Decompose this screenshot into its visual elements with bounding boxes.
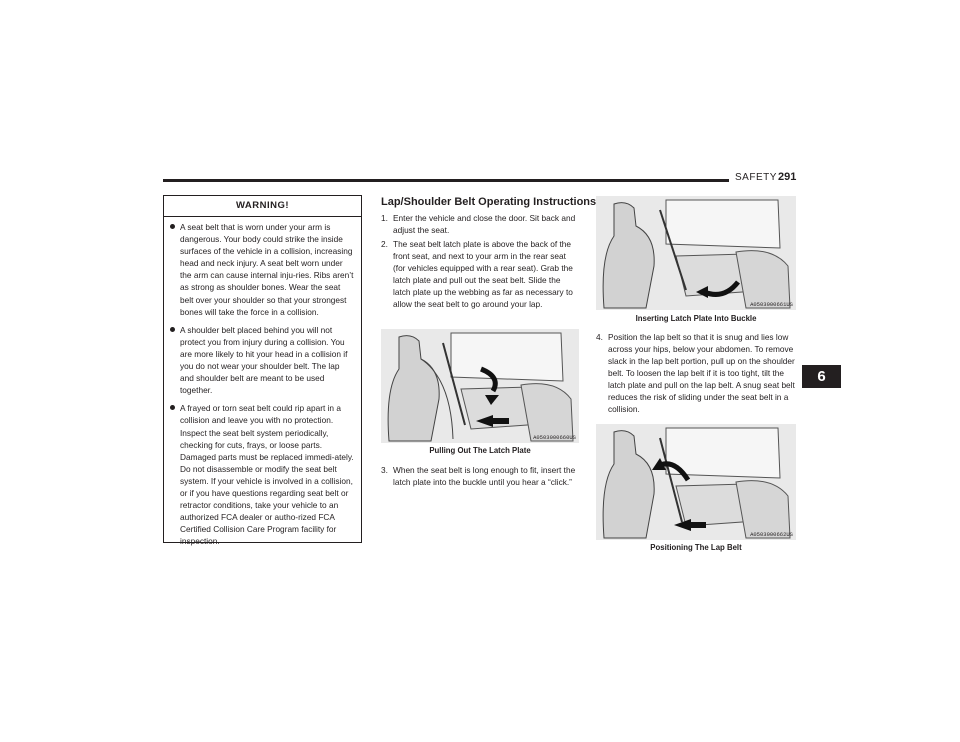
- step-text: Position the lap belt so that it is snug and lies low across your hips, below your abdomen. To remove slack in the lap belt portion, pull up on the shoulder belt. To loosen the lap belt if it is too tight, tilt the latch plate and pull on the lap belt. A snug seat belt reduces the risk of sliding under the seat belt in a collision.: [608, 332, 795, 414]
- step-text: When the seat belt is long enough to fit, insert the latch plate into the buckle until you hear a “click.”: [393, 465, 576, 487]
- step-3: [381, 464, 579, 488]
- step-2: [381, 238, 579, 310]
- step-number: 2.: [381, 239, 388, 249]
- step-4: [596, 331, 796, 415]
- warning-item: [170, 324, 355, 397]
- warning-item-text: A shoulder belt placed behind you will not protect you from injury during a collision. You are more likely to hit your head in a collision if you do not wear your shoulder belt. The lap and shoulder belt are meant to be used together.: [180, 324, 348, 396]
- chapter-tab[interactable]: 6: [802, 365, 841, 388]
- figure-pulling-latch-plate: [381, 329, 579, 443]
- figure-caption: Inserting Latch Plate Into Buckle: [635, 314, 757, 323]
- figure-inserting-latch-plate: [596, 196, 796, 310]
- figure-caption: Positioning The Lap Belt: [650, 543, 742, 552]
- step-number: 4.: [596, 332, 603, 342]
- warning-item: [170, 221, 355, 318]
- figure-caption: Pulling Out The Latch Plate: [429, 446, 531, 455]
- header-rule: [163, 179, 729, 182]
- step-text: Enter the vehicle and close the door. Sit back and adjust the seat.: [393, 213, 576, 235]
- warning-item-text: A seat belt that is worn under your arm is dangerous. Your body could strike the inside surfaces of the vehicle in a collision, increasing head and neck injury. A seat belt worn under the arm can cause internal inju-ries. Ribs aren’t as strong as shoulder bones. Wear the seat belt over your shoulder so that your strongest bones will take the force in a collision.: [180, 222, 354, 317]
- step-text: The seat belt latch plate is above the back of the front seat, and next to your arm in the rear seat (for vehicles equipped with a rear seat). Grab the latch plate and pull out the seat belt. Slide the latch plate up the webbing as far as necessary to allow the seat belt to go around your lap.: [393, 239, 573, 309]
- step-1: [381, 212, 579, 236]
- warning-title: WARNING!: [164, 196, 361, 217]
- bullet-icon: [170, 224, 175, 229]
- car-interior-illustration: [596, 196, 796, 310]
- section-title: Lap/Shoulder Belt Operating Instructions: [381, 196, 597, 208]
- warning-item: [170, 402, 355, 547]
- step-number: 3.: [381, 465, 388, 475]
- figure-code: A0503000661US: [750, 301, 793, 308]
- car-interior-illustration: [596, 424, 796, 540]
- warning-box: [163, 195, 362, 547]
- car-interior-illustration: [381, 329, 579, 443]
- header-section-name: SAFETY: [735, 172, 777, 183]
- figure-code: A0503000660US: [533, 434, 576, 441]
- bullet-icon: [170, 405, 175, 410]
- page-number: 291: [778, 171, 797, 183]
- warning-item-text: A frayed or torn seat belt could rip apart in a collision and leave you with no protection. Inspect the seat belt system periodically, checking for cuts, frays, or loose parts. Damaged parts must be replaced immedi-ately. Do not disassemble or modify the seat belt system. If your vehicle is involved in a collision, or if you have questions regarding seat belt or retractor conditions, take your vehicle to an authorized FCA dealer or autho-rized FCA Certified Collision Care Program facility for inspection.: [180, 403, 354, 547]
- bullet-icon: [170, 327, 175, 332]
- step-number: 1.: [381, 213, 388, 223]
- figure-positioning-lap-belt: [596, 424, 796, 540]
- warning-list: [164, 217, 361, 547]
- figure-code: A0503000662US: [750, 531, 793, 538]
